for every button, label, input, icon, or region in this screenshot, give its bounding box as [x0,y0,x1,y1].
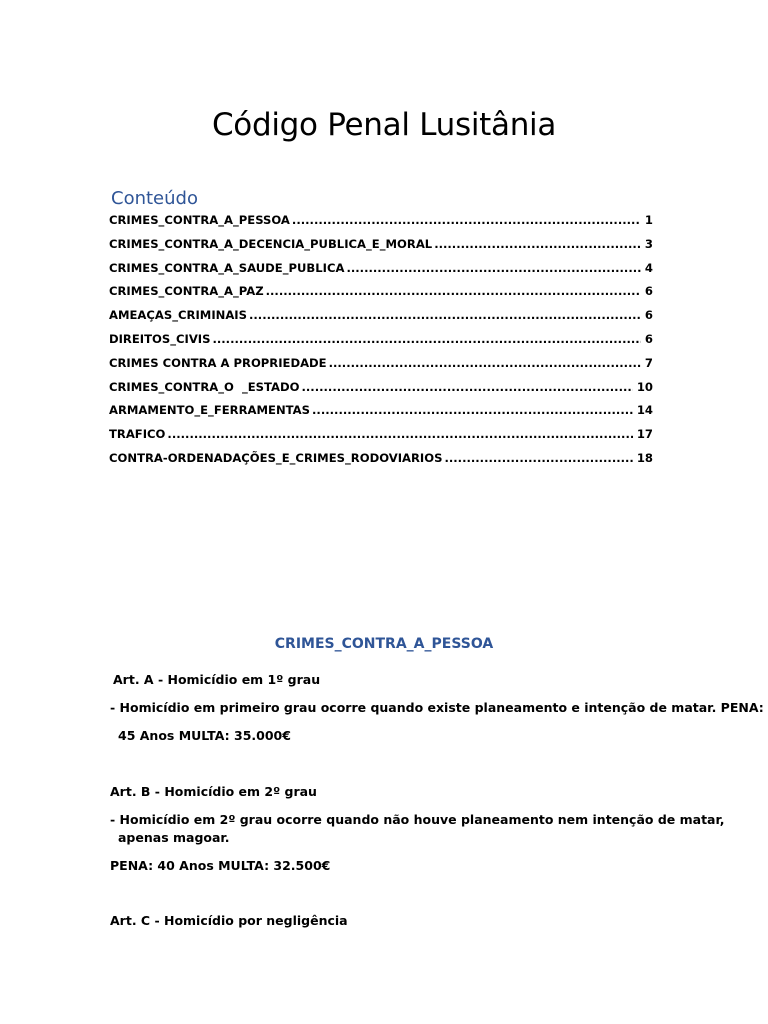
toc-entry-label: ARMAMENTO_E_FERRAMENTAS [109,403,311,418]
toc-entry-page: 14 [636,403,653,418]
toc-leader-dots [301,380,632,394]
toc-leader-dots [212,332,640,346]
article-description-continuation: apenas magoar. [118,830,230,845]
article-title: Art. C - Homicídio por negligência [110,913,348,928]
toc-entry-page: 3 [644,236,653,251]
toc-entry-page: 7 [644,355,653,370]
toc-entry[interactable] [109,213,657,237]
toc-entry[interactable] [109,237,657,261]
toc-entry-label: AMEAÇAS_CRIMINAIS [109,308,247,323]
article-description: - Homicídio em 2º grau ocorre quando não houve planeamento nem intenção de matar, [110,812,725,827]
document-title: Código Penal Lusitânia [211,106,557,143]
toc-entry[interactable] [109,261,657,285]
toc-entry[interactable] [109,403,657,427]
article-penalty: PENA: 40 Anos MULTA: 32.500€ [110,858,331,873]
toc-leader-dots [266,284,641,298]
toc-entry-page: 6 [644,308,653,323]
toc-entry[interactable] [109,380,657,404]
toc-leader-dots [444,451,632,465]
toc-entry-label: CRIMES_CONTRA_A_PAZ [109,284,264,299]
toc-entry-label: CONTRA-ORDENADAÇÕES_E_CRIMES_RODOVIARIOS [109,450,443,465]
toc-entry-label: CRIMES_CONTRA_A_SAUDE_PUBLICA [109,260,345,275]
toc-entry-label: CRIMES CONTRA A PROPRIEDADE [109,355,327,370]
toc-leader-dots [434,237,641,251]
toc-entry-label: TRAFICO [109,427,166,442]
toc-leader-dots [292,213,641,227]
toc-entry-page: 4 [644,260,653,275]
toc-entry-page: 10 [636,379,653,394]
article-title: Art. B - Homicídio em 2º grau [110,784,317,799]
toc-entry[interactable] [109,356,657,380]
article-penalty: 45 Anos MULTA: 35.000€ [118,728,291,743]
toc-entry[interactable] [109,427,657,451]
toc-entry[interactable] [109,332,657,356]
toc-entry-page: 1 [644,213,653,227]
toc-entry[interactable] [109,308,657,332]
toc-leader-dots [346,261,640,275]
article-description: - Homicídio em primeiro grau ocorre quando existe planeamento e intenção de matar. PENA: [110,700,764,715]
toc-entry-label: CRIMES_CONTRA_A_DECENCIA_PUBLICA_E_MORAL [109,236,433,251]
toc-entry[interactable] [109,451,657,475]
toc-leader-dots [329,356,641,370]
section-heading: CRIMES_CONTRA_A_PESSOA [274,635,494,652]
toc-leader-dots [167,427,632,441]
toc-leader-dots [249,308,641,322]
toc-entry-page: 18 [636,450,653,465]
toc-entry-page: 17 [636,427,653,442]
table-of-contents [109,213,657,475]
toc-leader-dots [312,403,633,417]
article-title: Art. A - Homicídio em 1º grau [113,672,321,687]
toc-heading: Conteúdo [111,188,198,209]
toc-entry-page: 6 [644,284,653,299]
toc-entry-page: 6 [644,331,653,346]
toc-entry-label: CRIMES_CONTRA_A_PESSOA [109,213,290,227]
toc-entry-label: CRIMES_CONTRA_O _ESTADO [109,379,300,394]
toc-entry[interactable] [109,284,657,308]
toc-entry-label: DIREITOS_CIVIS [109,331,211,346]
